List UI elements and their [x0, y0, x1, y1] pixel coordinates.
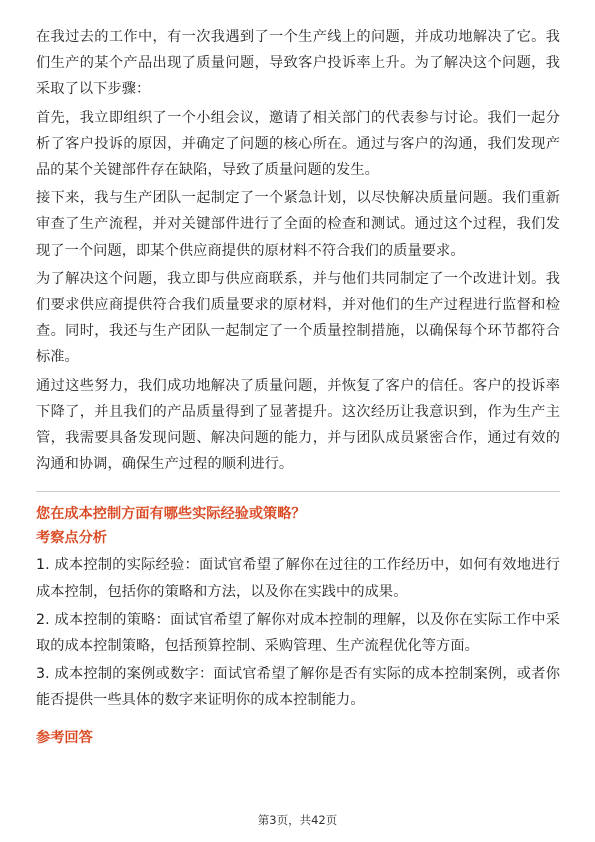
reference-answer-heading: 参考回答: [36, 729, 93, 746]
answer-paragraph: 首先，我立即组织了一个小组会议，邀请了相关部门的代表参与讨论。我们一起分析了客户投诉的原因，并确定了问题的核心所在。通过与客户的沟通，我们发现产品的某个关键部件存在缺陷，导致了质量问题的发生。: [36, 109, 560, 179]
analysis-point: 1. 成本控制的实际经验：面试官希望了解你在过往的工作经历中，如何有效地进行成本控制，包括你的策略和方法，以及你在实践中的成果。: [36, 557, 560, 600]
previous-answer-section: [36, 24, 560, 477]
section-divider: [36, 491, 560, 492]
page-footer: [0, 812, 595, 828]
page-number: 第3页，共42页: [257, 813, 338, 827]
answer-paragraph: 通过这些努力，我们成功地解决了质量问题，并恢复了客户的信任。客户的投诉率下降了，并且我们的产品质量得到了显著提升。这次经历让我意识到，作为生产主管，我需要具备发现问题、解决问题的能力，并与团队成员紧密合作，通过有效的沟通和协调，确保生产过程的顺利进行。: [36, 377, 560, 473]
answer-paragraph: 为了解决这个问题，我立即与供应商联系，并与他们共同制定了一个改进计划。我们要求供应商提供符合我们质量要求的原材料，并对他们的生产过程进行监督和检查。同时，我还与生产团队一起制定了一个质量控制措施，以确保每个环节都符合标准。: [36, 270, 560, 366]
question-section: [36, 502, 560, 749]
analysis-point: 2. 成本控制的策略：面试官希望了解你对成本控制的理解，以及你在实际工作中采取的成本控制策略，包括预算控制、采购管理、生产流程优化等方面。: [36, 611, 560, 655]
analysis-point: 3. 成本控制的案例或数字：面试官希望了解你是否有实际的成本控制案例，或者你能否提供一些具体的数字来证明你的成本控制能力。: [36, 666, 560, 709]
question-title: 您在成本控制方面有哪些实际经验或策略？: [36, 506, 306, 523]
answer-paragraph: 接下来，我与生产团队一起制定了一个紧急计划，以尽快解决质量问题。我们重新审查了生产流程，并对关键部件进行了全面的检查和测试。通过这个过程，我们发现了一个问题，即某个供应商提供的原材料不符合我们的质量要求。: [36, 190, 560, 259]
analysis-heading: 考察点分析: [36, 530, 107, 547]
answer-paragraph: 在我过去的工作中，有一次我遇到了一个生产线上的问题，并成功地解决了它。我们生产的某个产品出现了质量问题，导致客户投诉率上升。为了解决这个问题，我采取了以下步骤：: [36, 29, 560, 98]
document-page: [36, 24, 560, 752]
